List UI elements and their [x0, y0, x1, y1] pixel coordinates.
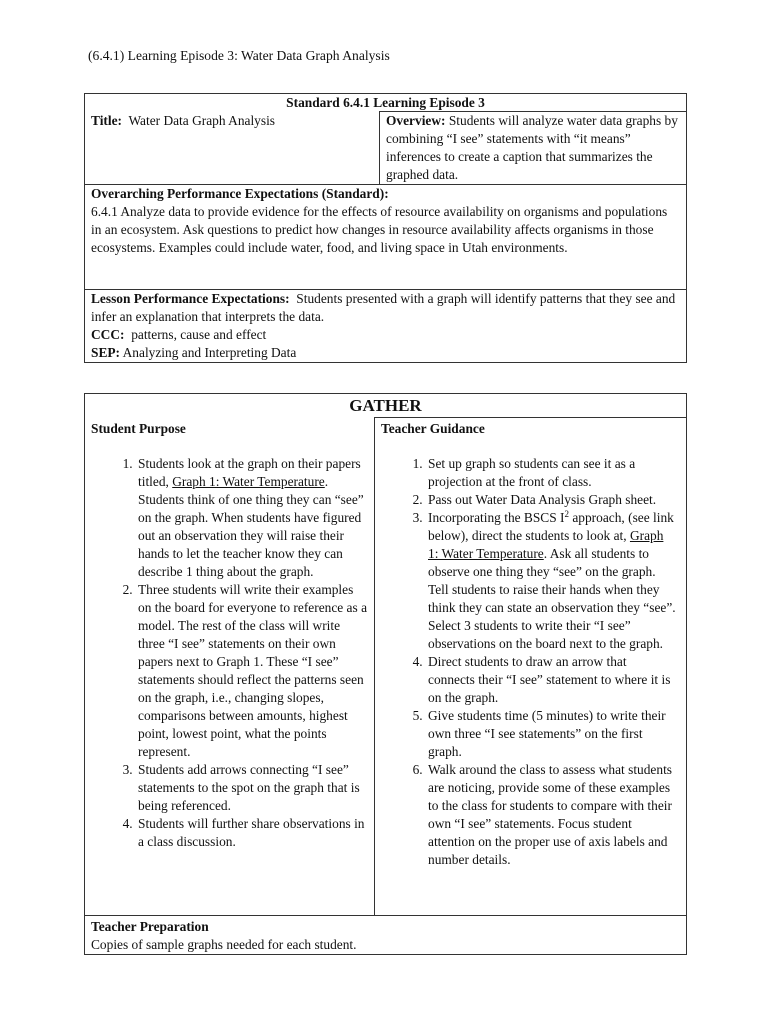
- ccc-text: patterns, cause and effect: [131, 327, 267, 342]
- list-item: 1. Students look at the graph on their papers titled, Graph 1: Water Temperature. Students think of one thing they can “see” on the graph. When students have figured out an observation they will raise their hands to let the teacher know they can describe 1 thing about the graph.: [136, 455, 368, 581]
- prep-text: Copies of sample graphs needed for each student.: [91, 936, 357, 952]
- overview-label: Overview:: [386, 113, 446, 128]
- teacher-guidance-cell: [375, 418, 687, 916]
- list-item: 2. Three students will write their examples on the board for everyone to reference as a model. The rest of the class will write three “I see” statements on their own papers next to Graph 1. These “I see” statements should reflect the patterns seen on the graph, i.e., changing slopes, comparisons between amounts, highest point, lowest point, what the points represent.: [136, 581, 368, 761]
- sep-label: SEP:: [91, 345, 121, 360]
- prep-label: Teacher Preparation: [91, 918, 209, 934]
- student-purpose-cell: [85, 418, 375, 916]
- list-item: 4. Students will further share observations in a class discussion.: [136, 815, 368, 851]
- list-item: 4. Direct students to draw an arrow that connects their “I see” statement to where it is on the graph.: [426, 653, 676, 707]
- overarching-expectations-cell: [85, 185, 687, 290]
- ope-text: 6.4.1 Analyze data to provide evidence for the effects of resource availability on organisms and populations in an ecosystem. Ask questions to predict how changes in resource availability affects organisms in those ecosystems. Examples could include water, food, and living space in Utah environments.: [91, 204, 668, 255]
- student-purpose-list: [91, 455, 368, 851]
- gather-table: [84, 393, 687, 955]
- sep-text: Analyzing and Interpreting Data: [122, 345, 297, 360]
- page-header: (6.4.1) Learning Episode 3: Water Data Graph Analysis: [88, 48, 390, 63]
- lesson-expectations-cell: [85, 290, 687, 363]
- episode-info-table: [84, 93, 687, 363]
- list-item: 3. Incorporating the BSCS $I^2$ approach, (see link below), direct the students to look at, Graph 1: Water Temperature. Ask all students to observe one thing they “see” on the graph. Tell students to raise their hands when they think they can state an observation they “see”. Select 3 students to write their “I see” observations on the board next to the graph.: [426, 509, 676, 653]
- list-item: 3. Students add arrows connecting “I see” statements to the spot on the graph that is being referenced.: [136, 761, 368, 815]
- list-item: 2. Pass out Water Data Analysis Graph sheet.: [426, 491, 676, 509]
- overview-text: Students will analyze water data graphs by combining “I see” statements with “it means” inferences to create a caption that summarizes the graphed data.: [386, 113, 678, 182]
- teacher-guidance-header: Teacher Guidance: [381, 421, 485, 436]
- title-value: Water Data Graph Analysis: [128, 112, 276, 128]
- episode-heading: Standard 6.4.1 Learning Episode 3: [286, 95, 485, 110]
- title-label: Title:: [91, 112, 122, 128]
- overview-cell: [380, 112, 687, 185]
- list-item: 5. Give students time (5 minutes) to write their own three “I see statements” on the first graph.: [426, 707, 676, 761]
- teacher-guidance-list: [381, 455, 676, 869]
- lpe-text: Students presented with a graph will identify patterns that they see and infer an explanation that interprets the data.: [91, 291, 676, 324]
- ccc-label: CCC:: [91, 327, 125, 342]
- graph-title-ref: Graph 1: Water Temperature: [172, 473, 325, 489]
- teacher-preparation-cell: [85, 915, 687, 954]
- title-cell: [85, 112, 380, 185]
- graph-title-ref: Graph 1: Water Temperature: [428, 528, 664, 561]
- list-item: 6. Walk around the class to assess what students are noticing, provide some of these examples to the class for students to compare with their own “I see” statements. Focus student attention on the proper use of axis labels and number details.: [426, 761, 676, 869]
- student-purpose-header: Student Purpose: [91, 420, 186, 436]
- gather-title: GATHER: [349, 396, 422, 415]
- lpe-label: Lesson Performance Expectations:: [91, 291, 290, 306]
- ope-label: Overarching Performance Expectations (Standard):: [91, 186, 389, 201]
- list-item: 1. Set up graph so students can see it as a projection at the front of class.: [426, 455, 676, 491]
